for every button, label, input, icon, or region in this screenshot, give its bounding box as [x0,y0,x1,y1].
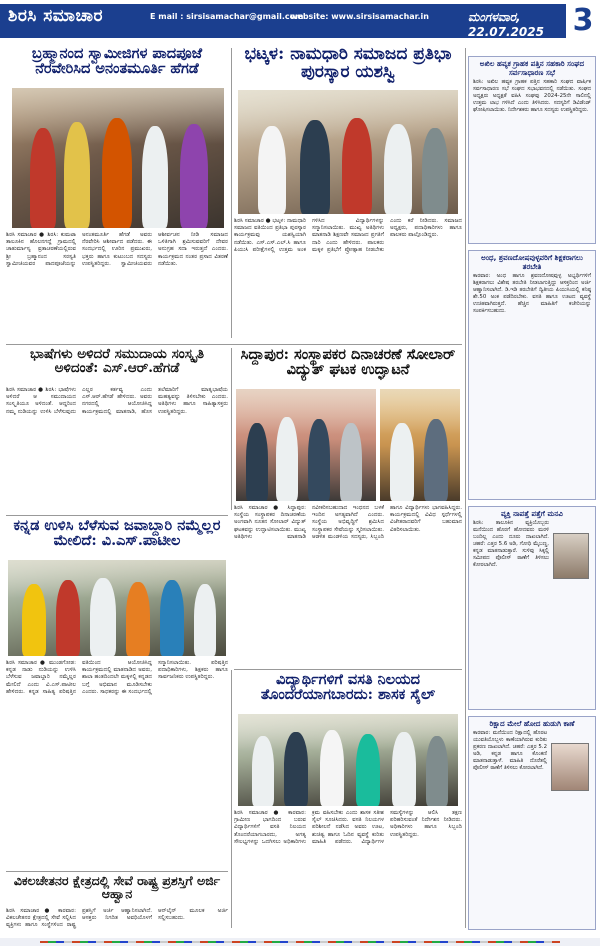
photo-figure [90,578,116,656]
masthead-email: E mail : sirsisamachar@gmail.com [150,12,304,21]
article-namadhari [234,46,462,342]
photo-figure [180,124,208,228]
column-rule [231,348,232,510]
article-photo [380,389,460,501]
sidebar-item [468,716,596,930]
article-body [234,810,462,932]
article-photo [12,88,224,228]
section-rule [6,344,462,345]
missing-person-photo [551,743,589,791]
column-rule [231,670,232,928]
photo-figure [142,126,168,228]
photo-figure [194,584,216,656]
photo-figure [422,128,448,214]
photo-figure [160,580,184,656]
headline: ಭಾಷೆಗಳು ಅಳಿದರೆ ಸಮುದಾಯ ಸಂಸ್ಕೃತಿ ಅಳಿದಂತೆ: ಎಸ್.ಆರ್.ಹೆಗಡೆ [29,347,205,377]
headline: ಕನ್ನಡ ಉಳಿಸಿ ಬೆಳೆಸುವ ಜವಾಬ್ದಾರಿ ನಮ್ಮೆಲ್ಲರ ಮೇಲಿದೆ: ವಿ.ಎಸ್.ಪಾಟೀಲ [13,518,221,550]
photo-figure [276,417,298,501]
article-photo [8,560,226,656]
sidebar-headline: ಅಖಿಲ ಹವ್ಯಕ ಗ್ರಾಹಕ ಪತ್ತಿನ ಸಹಕಾರಿ ಸಂಘದ ಸರ್ವಸಾಧಾರಣ ಸಭೆ [479,59,585,77]
photo-figure [424,419,448,501]
sidebar-body: ಶಿರಸಿ: ಅಖಿಲ ಹವ್ಯಕ ಗ್ರಾಹಕ ಪತ್ತಿನ ಸಹಕಾರಿ ಸಂಘದ ವಾರ್ಷಿಕ ಸರ್ವಸಾಧಾರಣ ಸಭೆ ಸಂಘದ ಸಭಾಭವನದಲ್ಲಿ ನಡೆಯಿತು. ಸಂಘದ ಅಧ್ಯಕ್ಷರು ಅಧ್ಯಕ್ಷತೆ ವಹಿಸಿ ಸಂಘವು 2024-25ನೇ ಸಾಲಿನಲ್ಲಿ ಉತ್ತಮ ಲಾಭ ಗಳಿಸಿದೆ ಎಂದು ತಿಳಿಸಿದರು. ಸದಸ್ಯರಿಗೆ ಡಿವಿಡೆಂಡ್ ಘೋಷಿಸಲಾಯಿತು. ನಿರ್ದೇಶಕರು ಹಾಗೂ ಸದಸ್ಯರು ಉಪಸ್ಥಿತರಿದ್ದರು. [473,79,591,113]
missing-person-photo [553,533,589,579]
sidebar-headline: ಅಂಧ, ಶ್ರವಣದೋಷವುಳ್ಳವರಿಗೆ ಶಿಕ್ಷಕರಾಗಲು ತರಬೇತಿ [481,253,583,271]
article-paadapooje [6,46,228,342]
article-body [6,660,228,866]
photo-figure [56,580,80,656]
column-rule [231,48,232,338]
section-rule [6,515,228,516]
sidebar-headline: ವ್ಯಕ್ತಿ ನಾಪತ್ತೆ ಪತ್ತೆಗೆ ಮನವಿ [501,509,563,518]
photo-figure [384,124,412,214]
section-rule [234,669,462,670]
headline: ವಿಕಲಚೇತನರ ಕ್ಷೇತ್ರದಲ್ಲಿ ಸೇವೆ ರಾಷ್ಟ್ರ ಪ್ರಶಸ್ತಿಗೆ ಅರ್ಜಿ ಆಹ್ವಾನ [13,874,221,902]
headline: ಭಟ್ಕಳ: ನಾಮಧಾರಿ ಸಮಾಜದ ಪ್ರತಿಭಾ ಪುರಸ್ಕಾರ ಯಶಸ್ವಿ [244,46,452,82]
masthead-date: ಮಂಗಳವಾರ, 22.07.2025 [468,10,544,39]
article-photo [236,389,376,501]
article-bhashe [6,347,228,513]
photo-figure [126,582,150,656]
photo-figure [426,736,448,806]
headline: ಬ್ರಹ್ಮಾನಂದ ಸ್ವಾಮೀಜಿಗಳ ಪಾದಪೂಜೆ ನೆರವೇರಿಸಿದ ಅನಂತಮೂರ್ತಿ ಹೆಗಡೆ [31,46,203,78]
photo-figure [102,118,132,228]
photo-figure [340,423,362,501]
sidebar-body: ಕಾರವಾರ: ಅಂಧ ಹಾಗೂ ಶ್ರವಣದೋಷವುಳ್ಳ ಅಭ್ಯರ್ಥಿಗಳಿಗೆ ಶಿಕ್ಷಕರಾಗಲು ವಿಶೇಷ ತರಬೇತಿ ನೀಡಲಾಗುತ್ತಿದ್ದು ಆಸಕ್ತರಿಂದ ಅರ್ಜಿ ಆಹ್ವಾನಿಸಲಾಗಿದೆ. ಡಿ.ಇಡಿ ತರಬೇತಿಗೆ ದ್ವಿತೀಯ ಪಿಯುಸಿಯಲ್ಲಿ ಕನಿಷ್ಠ ಶೇ.50 ಅಂಕ ಪಡೆದಿರಬೇಕು. ವಸತಿ ಹಾಗೂ ಊಟದ ವ್ಯವಸ್ಥೆ ಉಚಿತವಾಗಿರುತ್ತದೆ. ಹೆಚ್ಚಿನ ಮಾಹಿತಿಗೆ ಕಚೇರಿಯನ್ನು ಸಂಪರ್ಕಿಸಬಹುದು. [473,273,591,314]
article-body-text: ಶಿರಸಿ ಸಮಾಚಾರ ● ಭಟ್ಕಳ: ನಾಮಧಾರಿ ಸಮಾಜದ ವತಿಯಿಂದ ಪ್ರತಿಭಾ ಪುರಸ್ಕಾರ ಕಾರ್ಯಕ್ರಮವು ಯಶಸ್ವಿಯಾಗಿ ನಡೆಯಿತು. ಎಸ್.ಎಸ್.ಎಲ್.ಸಿ ಹಾಗೂ ಪಿಯುಸಿ ಪರೀಕ್ಷೆಗಳಲ್ಲಿ ಉತ್ತಮ ಅಂಕ ಗಳಿಸಿದ ವಿದ್ಯಾರ್ಥಿಗಳನ್ನು ಸನ್ಮಾನಿಸಲಾಯಿತು. ಮುಖ್ಯ ಅತಿಥಿಗಳು ಮಾತನಾಡಿ ಶಿಕ್ಷಣವೇ ಸಮಾಜದ ಪ್ರಗತಿಗೆ ದಾರಿ ಎಂದು ಹೇಳಿದರು. ಪಾಲಕರು ಮಕ್ಕಳ ಪ್ರತಿಭೆಗೆ ಪ್ರೋತ್ಸಾಹ ನೀಡಬೇಕು ಎಂದು ಕರೆ ನೀಡಿದರು. ಸಮಾಜದ ಅಧ್ಯಕ್ಷರು, ಪದಾಧಿಕಾರಿಗಳು ಹಾಗೂ ಪಾಲಕರು ಪಾಲ್ಗೊಂಡಿದ್ದರು. [234,218,462,253]
sidebar-item [468,56,596,244]
page-number: 3 [566,0,600,42]
photo-figure [64,122,90,228]
article-body [234,218,462,340]
article-kannada [6,518,228,868]
photo-figure [356,734,380,806]
sidebar-headline: ರಿಕ್ಷಾದ ಮೇಲೆ ಹೋದ ಹುಡುಗಿ ಕಾಣೆ [489,719,575,728]
article-body-text: ಶಿರಸಿ ಸಮಾಚಾರ ● ಶಿರಸಿ: ಕುಮಟಾ ತಾಲೂಕಿನ ಹೊಲನಗದ್ದೆ ಗ್ರಾಮದಲ್ಲಿ ಚಾತುರ್ಮಾಸ್ಯ ವ್ರತಾಚರಣೆಯಲ್ಲಿರುವ ಶ್ರೀ ಬ್ರಹ್ಮಾನಂದ ಸರಸ್ವತಿ ಸ್ವಾಮೀಜಿಯವರ ಪಾದಪೂಜೆಯನ್ನು ಅನಂತಮೂರ್ತಿ ಹೆಗಡೆ ಅವರು ನೆರವೇರಿಸಿ ಆಶೀರ್ವಾದ ಪಡೆದರು. ಈ ಸಂದರ್ಭದಲ್ಲಿ ಊರಿನ ಪ್ರಮುಖರು, ಭಕ್ತರು ಹಾಗೂ ಕುಟುಂಬದ ಸದಸ್ಯರು ಉಪಸ್ಥಿತರಿದ್ದರು. ಸ್ವಾಮೀಜಿಯವರು ಆಶೀರ್ವಚನ ನೀಡಿ ಸಮಾಜದ ಒಳಿತಿಗಾಗಿ ಶ್ರಮಿಸುವವರಿಗೆ ದೇವರ ಅನುಗ್ರಹ ಸದಾ ಇರುತ್ತದೆ ಎಂದರು. ಕಾರ್ಯಕ್ರಮದ ನಂತರ ಪ್ರಸಾದ ವಿತರಣೆ ನಡೆಯಿತು. [6,232,228,267]
article-body-text: ಶಿರಸಿ ಸಮಾಚಾರ ● ಮುಂಡಗೋಡ: ಕನ್ನಡ ನಾಡು ನುಡಿಯನ್ನು ಉಳಿಸಿ ಬೆಳೆಸುವ ಜವಾಬ್ದಾರಿ ನಮ್ಮೆಲ್ಲರ ಮೇಲಿದೆ ಎಂದು ವಿ.ಎಸ್.ಪಾಟೀಲ ಹೇಳಿದರು. ಕನ್ನಡ ಸಾಹಿತ್ಯ ಪರಿಷತ್ತಿನ ವತಿಯಿಂದ ಆಯೋಜಿಸಿದ್ದ ಕಾರ್ಯಕ್ರಮದಲ್ಲಿ ಮಾತನಾಡಿದ ಅವರು, ಶಾಲಾ ಹಂತದಿಂದಲೇ ಮಕ್ಕಳಲ್ಲಿ ಕನ್ನಡದ ಬಗ್ಗೆ ಅಭಿಮಾನ ಮೂಡಿಸಬೇಕು ಎಂದರು. ಸಾಧಕರನ್ನು ಈ ಸಂದರ್ಭದಲ್ಲಿ ಸನ್ಮಾನಿಸಲಾಯಿತು. ಪರಿಷತ್ತಿನ ಪದಾಧಿಕಾರಿಗಳು, ಶಿಕ್ಷಕರು ಹಾಗೂ ಸಾರ್ವಜನಿಕರು ಉಪಸ್ಥಿತರಿದ್ದರು. [6,660,228,695]
article-body-text: ಶಿರಸಿ ಸಮಾಚಾರ ● ಕಾರವಾರ: ಗ್ರಾಮೀಣ ಭಾಗದಿಂದ ಬರುವ ವಿದ್ಯಾರ್ಥಿಗಳಿಗೆ ವಸತಿ ನಿಲಯದ ತೊಂದರೆಯಾಗಬಾರದು, ಅಗತ್ಯ ಸೌಲಭ್ಯಗಳನ್ನು ಒದಗಿಸಲು ಅಧಿಕಾರಿಗಳು ಕ್ರಮ ವಹಿಸಬೇಕು ಎಂದು ಶಾಸಕ ಸತೀಶ ಸೈಲ್ ಸೂಚಿಸಿದರು. ವಸತಿ ನಿಲಯಗಳ ಪರಿಶೀಲನೆ ನಡೆಸಿದ ಅವರು ಊಟ, ಶುಚಿತ್ವ ಹಾಗೂ ಓದಿನ ವ್ಯವಸ್ಥೆ ಕುರಿತು ಮಾಹಿತಿ ಪಡೆದರು. ವಿದ್ಯಾರ್ಥಿಗಳ ಸಮಸ್ಯೆಗಳನ್ನು ಆಲಿಸಿ ತಕ್ಷಣ ಪರಿಹರಿಸುವಂತೆ ನಿರ್ದೇಶನ ನೀಡಿದರು. ಅಧಿಕಾರಿಗಳು ಹಾಗೂ ಸಿಬ್ಬಂದಿ ಉಪಸ್ಥಿತರಿದ್ದರು. [234,810,462,845]
article-body [6,387,228,511]
photo-figure [258,126,286,214]
article-photo [238,714,458,806]
headline: ವಿದ್ಯಾರ್ಥಿಗಳಿಗೆ ವಸತಿ ನಿಲಯದ ತೊಂದರೆಯಾಗಬಾರದು: ಶಾಸಕ ಸೈಲ್ [260,672,436,704]
article-body [6,908,228,936]
article-award [6,874,228,936]
photo-figure [22,584,46,656]
article-photo [238,90,458,214]
article-body [234,505,462,665]
photo-figure [246,423,268,501]
photo-figure [308,419,330,501]
sidebar-body: ಕಾರವಾರ: ಮನೆಯಿಂದ ರಿಕ್ಷಾದಲ್ಲಿ ಹೊರಟ ಯುವತಿಯೊಬ್ಬಳು ಕಾಣೆಯಾಗಿರುವ ಕುರಿತು ಪ್ರಕರಣ ದಾಖಲಾಗಿದೆ. ಚಹರೆ: ಎತ್ತರ 5.2 ಅಡಿ, ಕನ್ನಡ ಹಾಗೂ ಕೊಂಕಣಿ ಮಾತನಾಡುತ್ತಾಳೆ. ಮಾಹಿತಿ ದೊರೆತಲ್ಲಿ ಪೊಲೀಸ್ ಠಾಣೆಗೆ ತಿಳಿಸಲು ಕೋರಲಾಗಿದೆ. [473,730,547,771]
newspaper-title: ಶಿರಸಿ ಸಮಾಚಾರ [8,6,104,26]
article-solar [234,347,462,667]
photo-figure [300,120,330,214]
column-rule [465,48,466,928]
masthead-website: website: www.sirsisamachar.in [290,12,429,21]
sidebar-item [468,250,596,500]
sidebar-item [468,506,596,710]
photo-figure [284,732,308,806]
headline: ಸಿದ್ದಾಪುರ: ಸಂಸ್ಥಾಪಕರ ದಿನಾಚರಣೆ ಸೋಲಾರ್ ವಿದ್ಯುತ್ ಘಟಕ ಉದ್ಘಾಟನೆ [240,347,456,379]
masthead [0,0,600,44]
photo-figure [30,128,56,228]
photo-figure [342,118,372,214]
photo-figure [390,423,414,501]
page-footer [0,938,600,946]
article-body-text: ಶಿರಸಿ ಸಮಾಚಾರ ● ಸಿದ್ದಾಪುರ: ಸಂಸ್ಥೆಯ ಸಂಸ್ಥಾಪಕರ ದಿನಾಚರಣೆಯ ಅಂಗವಾಗಿ ನೂತನ ಸೋಲಾರ್ ವಿದ್ಯುತ್ ಘಟಕವನ್ನು ಉದ್ಘಾಟಿಸಲಾಯಿತು. ಮುಖ್ಯ ಅತಿಥಿಗಳು ಮಾತನಾಡಿ ನವೀಕರಿಸಬಹುದಾದ ಇಂಧನದ ಬಳಕೆ ಇಂದಿನ ಅಗತ್ಯವಾಗಿದೆ ಎಂದರು. ಸಂಸ್ಥೆಯ ಅಭಿವೃದ್ಧಿಗೆ ಶ್ರಮಿಸಿದ ಸಂಸ್ಥಾಪಕರ ಸೇವೆಯನ್ನು ಸ್ಮರಿಸಲಾಯಿತು. ಆಡಳಿತ ಮಂಡಳಿಯ ಸದಸ್ಯರು, ಸಿಬ್ಬಂದಿ ಹಾಗೂ ವಿದ್ಯಾರ್ಥಿಗಳು ಭಾಗವಹಿಸಿದ್ದರು. ಕಾರ್ಯಕ್ರಮದಲ್ಲಿ ವಿವಿಧ ಸ್ಪರ್ಧೆಗಳಲ್ಲಿ ವಿಜೇತರಾದವರಿಗೆ ಬಹುಮಾನ ವಿತರಿಸಲಾಯಿತು. [234,505,462,540]
section-rule [6,871,228,872]
article-body-text: ಶಿರಸಿ ಸಮಾಚಾರ ● ಶಿರಸಿ: ಭಾಷೆಗಳು ಅಳಿದರೆ ಆ ಸಮುದಾಯದ ಸಂಸ್ಕೃತಿಯೂ ಅಳಿದಂತೆ. ಆದ್ದರಿಂದ ನಮ್ಮ ನುಡಿಯನ್ನು ಉಳಿಸಿ ಬೆಳೆಸುವುದು ಎಲ್ಲರ ಕರ್ತವ್ಯ ಎಂದು ಎಸ್.ಆರ್.ಹೆಗಡೆ ಹೇಳಿದರು. ಅವರು ನಗರದಲ್ಲಿ ಆಯೋಜಿಸಿದ್ದ ಕಾರ್ಯಕ್ರಮದಲ್ಲಿ ಮಾತನಾಡಿ, ಹೊಸ ತಲೆಮಾರಿಗೆ ಮಾತೃಭಾಷೆಯ ಮಹತ್ವವನ್ನು ತಿಳಿಸಬೇಕು ಎಂದರು. ಅತಿಥಿಗಳು ಹಾಗೂ ಸಾಹಿತ್ಯಾಸಕ್ತರು ಉಪಸ್ಥಿತರಿದ್ದರು. [6,387,228,415]
article-body-text: ಶಿರಸಿ ಸಮಾಚಾರ ● ಕಾರವಾರ: ವಿಕಲಚೇತನರ ಕ್ಷೇತ್ರದಲ್ಲಿ ಸೇವೆ ಸಲ್ಲಿಸಿದ ವ್ಯಕ್ತಿಗಳು ಹಾಗೂ ಸಂಸ್ಥೆಗಳಿಂದ ರಾಷ್ಟ್ರ ಪ್ರಶಸ್ತಿಗೆ ಅರ್ಜಿ ಆಹ್ವಾನಿಸಲಾಗಿದೆ. ಆಸಕ್ತರು ನಿಗದಿತ ಅವಧಿಯೊಳಗೆ ಆನ್‌ಲೈನ್ ಮೂಲಕ ಅರ್ಜಿ ಸಲ್ಲಿಸಬಹುದು. [6,908,228,929]
photo-figure [392,732,416,806]
sidebar-body: ಶಿರಸಿ: ತಾಲೂಕಿನ ವ್ಯಕ್ತಿಯೊಬ್ಬರು ಮನೆಯಿಂದ ಹೊರಗೆ ಹೋದವರು ಮರಳಿ ಬಂದಿಲ್ಲ ಎಂದು ದೂರು ದಾಖಲಾಗಿದೆ. ಚಹರೆ: ಎತ್ತರ 5.6 ಅಡಿ, ಗೋಧಿ ಮೈಬಣ್ಣ, ಕನ್ನಡ ಮಾತನಾಡುತ್ತಾರೆ. ಸುಳಿವು ಸಿಕ್ಕಲ್ಲಿ ಸಮೀಪದ ಪೊಲೀಸ್ ಠಾಣೆಗೆ ತಿಳಿಸಲು ಕೋರಲಾಗಿದೆ. [473,520,549,568]
photo-figure [252,736,274,806]
article-body [6,232,228,340]
article-hostel [234,672,462,934]
photo-figure [320,730,344,806]
